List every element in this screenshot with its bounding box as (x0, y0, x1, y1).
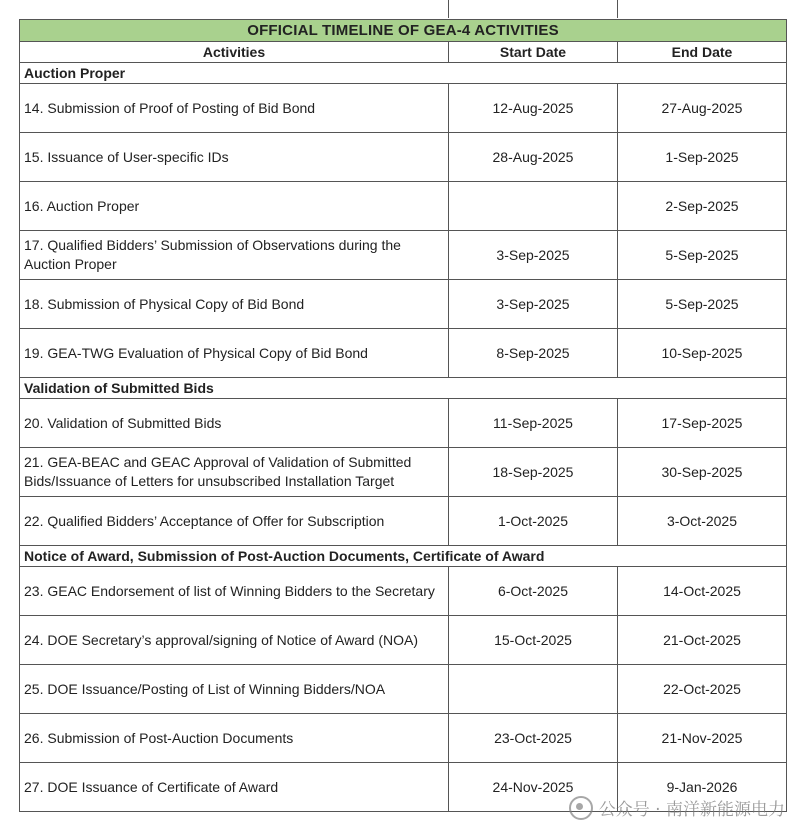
start-date-cell: 15-Oct-2025 (449, 616, 618, 665)
end-date-cell: 17-Sep-2025 (618, 399, 787, 448)
activity-cell: 27. DOE Issuance of Certificate of Award (20, 763, 449, 812)
end-date-cell: 5-Sep-2025 (618, 280, 787, 329)
table-row (20, 231, 787, 280)
section-title: Notice of Award, Submission of Post-Auction Documents, Certificate of Award (20, 546, 787, 567)
section-row (20, 378, 787, 399)
end-date-cell: 1-Sep-2025 (618, 133, 787, 182)
activity-cell: 25. DOE Issuance/Posting of List of Winning Bidders/NOA (20, 665, 449, 714)
start-date-cell: 1-Oct-2025 (449, 497, 618, 546)
section-row (20, 63, 787, 84)
end-date-cell: 2-Sep-2025 (618, 182, 787, 231)
timeline-table (19, 19, 787, 812)
table-row (20, 616, 787, 665)
activity-cell: 16. Auction Proper (20, 182, 449, 231)
activity-cell: 15. Issuance of User-specific IDs (20, 133, 449, 182)
activity-cell: 22. Qualified Bidders’ Acceptance of Offer for Subscription (20, 497, 449, 546)
top-grid-line (617, 0, 618, 18)
table-row (20, 133, 787, 182)
start-date-cell: 28-Aug-2025 (449, 133, 618, 182)
table-row (20, 280, 787, 329)
table-row (20, 329, 787, 378)
start-date-cell: 23-Oct-2025 (449, 714, 618, 763)
activity-cell: 19. GEA-TWG Evaluation of Physical Copy of Bid Bond (20, 329, 449, 378)
table-row (20, 399, 787, 448)
header-end-date: End Date (618, 42, 787, 63)
start-date-cell: 12-Aug-2025 (449, 84, 618, 133)
header-activities: Activities (20, 42, 449, 63)
table-title-row (20, 20, 787, 42)
section-title: Validation of Submitted Bids (20, 378, 787, 399)
start-date-cell: 24-Nov-2025 (449, 763, 618, 812)
watermark-text: 公众号 · 南洋新能源电力 (598, 800, 785, 820)
activity-cell: 14. Submission of Proof of Posting of Bid Bond (20, 84, 449, 133)
section-row (20, 546, 787, 567)
end-date-cell: 14-Oct-2025 (618, 567, 787, 616)
end-date-cell: 27-Aug-2025 (618, 84, 787, 133)
end-date-cell: 5-Sep-2025 (618, 231, 787, 280)
activity-cell: 26. Submission of Post-Auction Documents (20, 714, 449, 763)
table-title: OFFICIAL TIMELINE OF GEA-4 ACTIVITIES (20, 20, 787, 42)
table-row (20, 497, 787, 546)
end-date-cell: 21-Nov-2025 (618, 714, 787, 763)
start-date-cell: 11-Sep-2025 (449, 399, 618, 448)
table-row (20, 714, 787, 763)
end-date-cell: 10-Sep-2025 (618, 329, 787, 378)
start-date-cell: 8-Sep-2025 (449, 329, 618, 378)
table-row (20, 84, 787, 133)
table-header-row (20, 42, 787, 63)
end-date-cell: 3-Oct-2025 (618, 497, 787, 546)
header-start-date: Start Date (449, 42, 618, 63)
section-title: Auction Proper (20, 63, 787, 84)
start-date-cell (449, 182, 618, 231)
watermark (569, 795, 785, 820)
timeline-table-body (20, 20, 787, 812)
activity-cell: 17. Qualified Bidders’ Submission of Observations during the Auction Proper (20, 231, 449, 280)
end-date-cell: 22-Oct-2025 (618, 665, 787, 714)
end-date-cell: 9-Jan-2026 (618, 763, 787, 812)
table-row (20, 448, 787, 497)
start-date-cell: 3-Sep-2025 (449, 280, 618, 329)
activity-cell: 24. DOE Secretary’s approval/signing of Notice of Award (NOA) (20, 616, 449, 665)
activity-cell: 20. Validation of Submitted Bids (20, 399, 449, 448)
top-grid-line (448, 0, 449, 18)
activity-cell: 23. GEAC Endorsement of list of Winning Bidders to the Secretary (20, 567, 449, 616)
activity-cell: 21. GEA-BEAC and GEAC Approval of Validation of Submitted Bids/Issuance of Letters for unsubscribed Installation Target (20, 448, 449, 497)
table-row (20, 665, 787, 714)
wechat-icon (569, 796, 593, 820)
start-date-cell: 6-Oct-2025 (449, 567, 618, 616)
start-date-cell: 3-Sep-2025 (449, 231, 618, 280)
table-row (20, 567, 787, 616)
end-date-cell: 21-Oct-2025 (618, 616, 787, 665)
end-date-cell: 30-Sep-2025 (618, 448, 787, 497)
start-date-cell (449, 665, 618, 714)
start-date-cell: 18-Sep-2025 (449, 448, 618, 497)
activity-cell: 18. Submission of Physical Copy of Bid Bond (20, 280, 449, 329)
table-row (20, 182, 787, 231)
